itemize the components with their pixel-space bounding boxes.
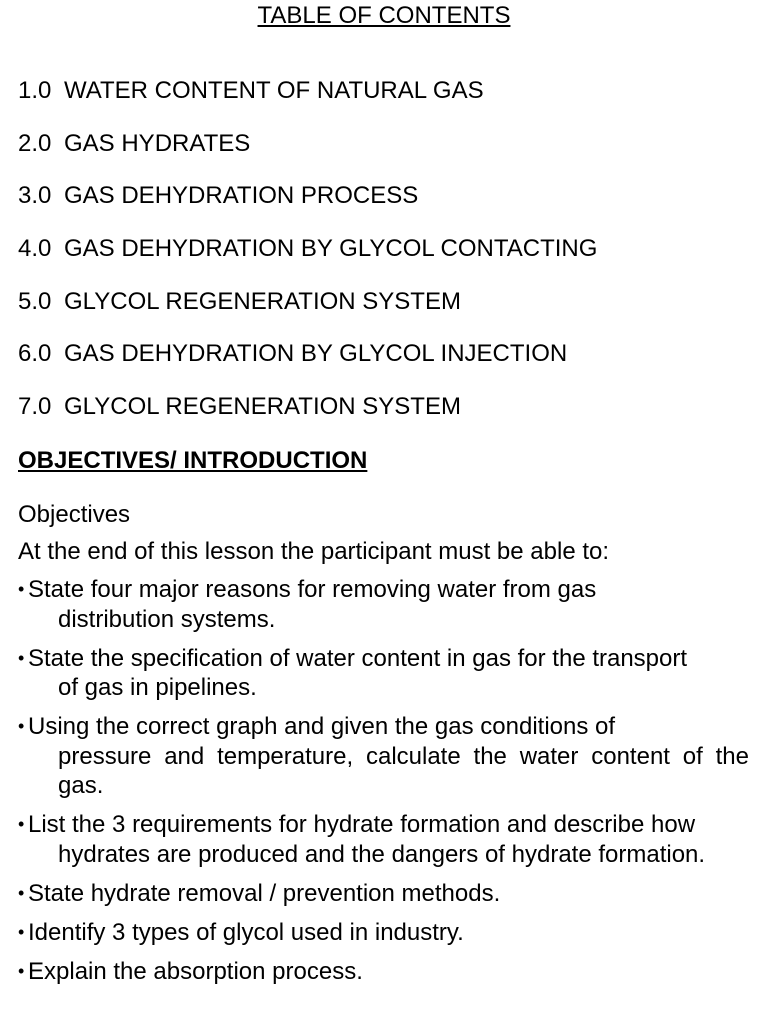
objective-text-continued: pressure and temperature, calculate the water content of the gas. <box>58 742 749 799</box>
toc-item-number: 1.0 <box>18 77 52 104</box>
toc-item <box>18 339 597 392</box>
toc-item <box>18 129 597 182</box>
objective-text: Using the correct graph and given the gas conditions of <box>28 713 616 740</box>
toc-item <box>18 181 597 234</box>
toc-item-number: 4.0 <box>18 235 52 263</box>
objective-text: State four major reasons for removing water from gas <box>28 576 597 603</box>
toc-item <box>18 392 597 445</box>
objective-text: List the 3 requirements for hydrate formation and describe how <box>28 811 696 838</box>
toc-item-label: GLYCOL REGENERATION SYSTEM <box>64 393 461 421</box>
bullet-icon: • <box>18 882 25 903</box>
toc-item-number: 5.0 <box>18 287 52 315</box>
toc-item-number: 3.0 <box>18 182 52 210</box>
toc-list <box>18 76 597 445</box>
toc-item <box>18 76 597 129</box>
objectives-list <box>18 575 749 996</box>
objective-item <box>18 712 749 801</box>
objective-text: State hydrate removal / prevention methods. <box>28 879 501 907</box>
toc-item-label: GAS DEHYDRATION BY GLYCOL INJECTION <box>64 340 568 368</box>
objective-text-continued: of gas in pipelines. <box>58 674 257 701</box>
bullet-icon: • <box>18 960 25 981</box>
bullet-icon: • <box>18 814 25 834</box>
objective-text: Identify 3 types of glycol used in industry. <box>28 918 464 946</box>
toc-item-label: GAS HYDRATES <box>64 129 251 157</box>
toc-title: TABLE OF CONTENTS <box>257 2 511 29</box>
toc-item-label: GLYCOL REGENERATION SYSTEM <box>64 287 461 315</box>
objectives-intro: At the end of this lesson the participant must be able to: <box>18 538 610 565</box>
objective-text: State the specification of water content in gas for the transport <box>28 644 688 672</box>
toc-item-number: 2.0 <box>18 129 52 157</box>
objective-text: Explain the absorption process. <box>28 957 363 985</box>
toc-item-label: GAS DEHYDRATION PROCESS <box>64 182 419 210</box>
objective-item <box>18 575 749 634</box>
bullet-icon: • <box>18 716 25 736</box>
toc-item <box>18 234 597 287</box>
objective-item <box>18 879 749 909</box>
toc-item-label: GAS DEHYDRATION BY GLYCOL CONTACTING <box>64 235 598 263</box>
toc-item <box>18 287 597 340</box>
objective-item <box>18 957 749 987</box>
bullet-icon: • <box>18 921 25 942</box>
toc-item-label: WATER CONTENT OF NATURAL GAS <box>64 77 484 104</box>
objective-text-continued: hydrates are produced and the dangers of hydrate formation. <box>58 840 706 868</box>
bullet-icon: • <box>18 579 25 599</box>
objective-item <box>18 918 749 948</box>
objective-item <box>18 644 749 703</box>
objective-item <box>18 810 749 869</box>
toc-item-number: 7.0 <box>18 393 52 421</box>
objectives-label: Objectives <box>18 501 131 528</box>
section-heading: OBJECTIVES/ INTRODUCTION <box>18 447 368 474</box>
toc-item-number: 6.0 <box>18 340 52 368</box>
bullet-icon: • <box>18 647 25 668</box>
objective-text-continued: distribution systems. <box>58 605 276 633</box>
